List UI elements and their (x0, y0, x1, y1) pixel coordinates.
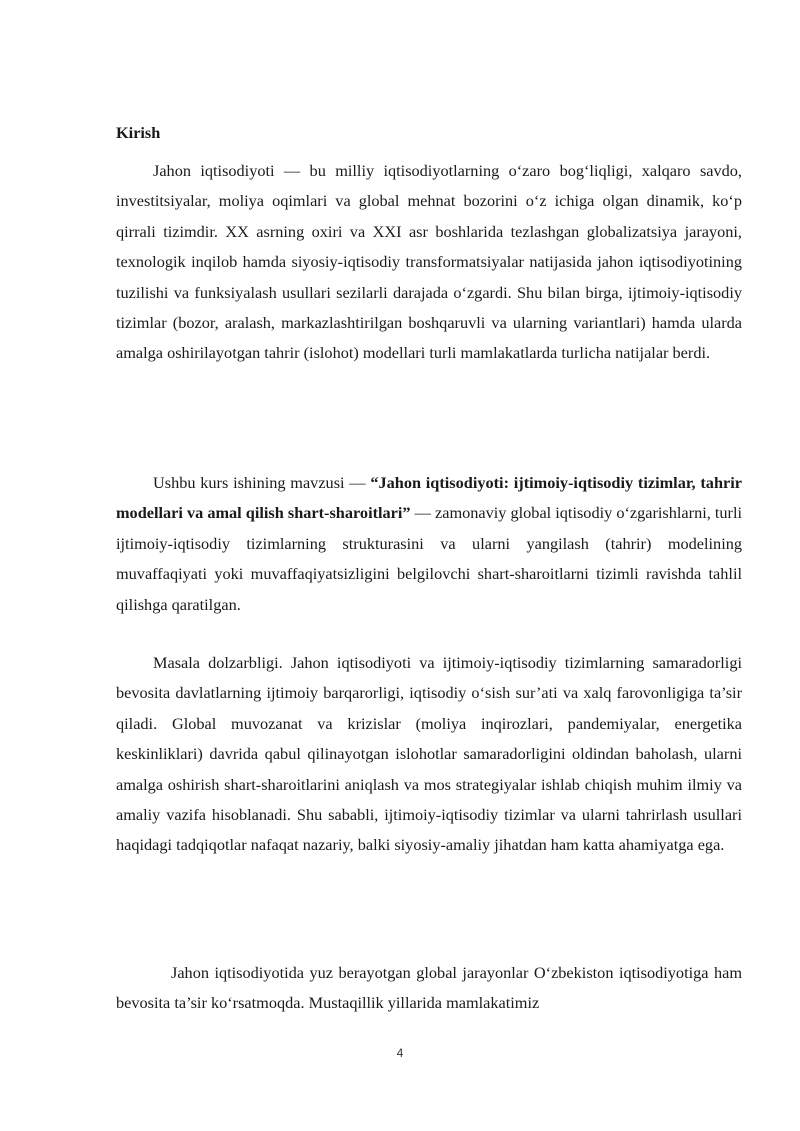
course-work-title: “Jahon iqtisodiyoti: ijtimoiy-iqtisodiy tizimlar, tahrir modellari va amal qilish shart-sharoitlari” (116, 473, 742, 523)
paragraph-introduction: Jahon iqtisodiyoti — bu milliy iqtisodiyotlarning o‘zaro bog‘liqligi, xalqaro savdo, investitsiyalar, moliya oqimlari va global mehnat bozorini o‘z ichiga olgan dinamik, ko‘p qirrali tizimdir. XX asrning oxiri va XXI asr boshlarida tezlashgan globalizatsiya jarayoni, texnologik inqilob hamda siyosiy-iqtisodiy transformatsiyalar natijasida jahon iqtisodiyotining tuzilishi va funksiyalash usullari sezilarli darajada o‘zgardi. Shu bilan birga, ijtimoiy-iqtisodiy tizimlar (bozor, aralash, markazlashtirilgan boshqaruvli va ularning variantlari) hamda ularda amalga oshirilayotgan tahrir (islohot) modellari turli mamlakatlarda turlicha natijalar berdi. (116, 161, 742, 363)
paragraph-topic-intro: Ushbu kurs ishining mavzusi — (153, 473, 371, 492)
paragraph-uzbekistan: Jahon iqtisodiyotida yuz berayotgan global jarayonlar O‘zbekiston iqtisodiyotiga ham bevosita ta’sir ko‘rsatmoqda. Mustaqillik yillarida mamlakatimiz (116, 963, 742, 1013)
section-heading: Kirish (116, 123, 161, 142)
paragraph-topic (116, 468, 742, 620)
page-number: 4 (396, 1046, 404, 1060)
paragraph-relevance: Masala dolzarbligi. Jahon iqtisodiyoti va ijtimoiy-iqtisodiy tizimlarning samaradorligi bevosita davlatlarning ijtimoiy barqarorligi, iqtisodiy o‘sish sur’ati va xalq farovonligiga ta’sir qiladi. Global muvozanat va krizislar (moliya inqirozlari, pandemiyalar, energetika keskinliklari) davrida qabul qilinayotgan islohotlar samaradorligini oldindan baholash, ularni amalga oshirish shart-sharoitlarini aniqlash va mos strategiyalar ishlab chiqish muhim ilmiy va amaliy vazifa hisoblanadi. Shu sababli, ijtimoiy-iqtisodiy tizimlar va ularni tahrirlash usullari haqidagi tadqiqotlar nafaqat nazariy, balki siyosiy-amaliy jihatdan ham katta ahamiyatga ega. (116, 653, 742, 855)
paragraph-topic-rest: — zamonaviy global iqtisodiy o‘zgarishlarni, turli ijtimoiy-iqtisodiy tizimlarning strukturasini va ularni yangilash (tahrir) modelining muvaffaqiyati yoki muvaffaqiyatsizligini belgilovchi shart-sharoitlarni tizimli ravishda tahlil qilishga qaratilgan. (116, 503, 743, 614)
